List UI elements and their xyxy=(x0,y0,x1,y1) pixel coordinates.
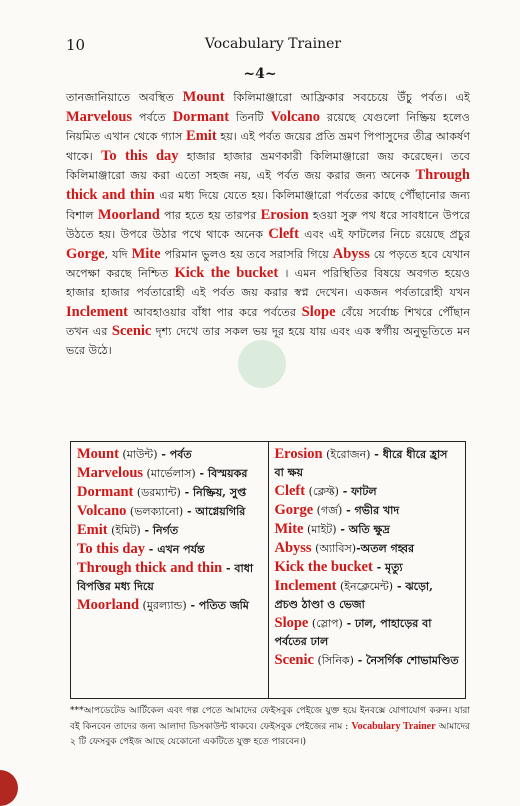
vocabulary-entry xyxy=(77,596,262,615)
vocabulary-word: Scenic xyxy=(274,652,314,668)
vocabulary-word: Cleft xyxy=(274,483,306,499)
keyword: Slope xyxy=(301,303,336,320)
vocabulary-meaning: - অতি ক্ষুদ্র xyxy=(336,523,390,536)
vocabulary-pronunciation: (মাইট) xyxy=(303,523,337,536)
vocabulary-meaning: - বাধা বিপত্তির মধ্য দিয়ে xyxy=(77,562,254,593)
passage-text: হাজার হাজার ভ্রমণকারী কিলিমাঞ্জারো জয় করেছেন। তবে কিলিমাঞ্জারো জয় করা এতো সহজ নয়, এই পর্বত জয় করার জন্য অনেক xyxy=(66,149,471,183)
passage-text: বেঁয়ে সর্বোচ্চ শিখরে পৌঁছান তখন এর xyxy=(66,305,470,339)
vocabulary-word: Mite xyxy=(274,521,304,537)
vocabulary-pronunciation: (গর্জ) xyxy=(313,504,343,517)
page-header xyxy=(66,36,480,56)
vocabulary-meaning: - এখন পর্যন্ত xyxy=(144,543,205,556)
vocabulary-entry xyxy=(275,445,460,482)
passage-text: তিনটি xyxy=(229,110,271,124)
vocabulary-entry xyxy=(77,483,262,502)
keyword: Abyss xyxy=(332,245,370,262)
watermark-logo xyxy=(238,340,286,388)
vocabulary-meaning: - গভীর খাদ xyxy=(342,504,400,517)
vocabulary-word: Gorge xyxy=(274,502,314,518)
vocabulary-meaning: - নৈসর্গিক শোভামণ্ডিত xyxy=(353,654,459,667)
vocabulary-meaning: - নিষ্ক্রিয়, সুপ্ত xyxy=(180,486,247,499)
vocabulary-entry xyxy=(275,614,460,651)
keyword: Marvelous xyxy=(66,108,133,125)
passage-text: , যদি xyxy=(104,247,132,261)
vocabulary-word: Moorland xyxy=(77,597,140,613)
passage-text: হয়। এই পর্বত জয়ের প্রতি ভ্রমণ পিপাসুদের তীব্র আকর্ষণ থাকে। xyxy=(66,130,470,163)
vocabulary-entry xyxy=(275,539,460,558)
vocabulary-entry xyxy=(77,540,262,559)
book-title: Vocabulary Trainer xyxy=(204,36,342,52)
section-number: ~4~ xyxy=(243,66,277,82)
vocabulary-meaning: -অতল গহ্বর xyxy=(356,542,415,555)
keyword: Dormant xyxy=(172,108,230,125)
vocabulary-word: Marvelous xyxy=(77,465,144,481)
vocabulary-word: Erosion xyxy=(274,446,323,462)
vocabulary-word: Through thick and thin xyxy=(77,560,223,576)
keyword: Moorland xyxy=(97,206,160,223)
vocabulary-entry xyxy=(77,445,262,464)
footnote-text: ***আপডেটেড আর্টিকেল এবং গল্প পেতে আমাদের ফেইসবুক পেইজে যুক্ত হয়ে ইনবক্সে যোগাযোগ করুন। যারা বই কিনবেন তাদের জন্য আলাদা ডিসকাউন্ট থাকবে। ফেইসবুক পেইজের নাম : xyxy=(70,706,470,732)
vocabulary-pronunciation: (ডরম্যান্ট) xyxy=(133,486,181,499)
keyword: Kick the bucket xyxy=(174,265,279,282)
vocabulary-entry xyxy=(77,502,262,521)
keyword: Scenic xyxy=(111,323,152,340)
vocabulary-pronunciation: (ইরোজন) xyxy=(322,448,371,461)
passage-text: রয়েছে যেগুলো নিষ্ক্রিয় হলেও নিয়মিত এখান থেকে গ্যাস xyxy=(66,110,470,144)
vocabulary-entry xyxy=(275,482,460,501)
vocabulary-entry xyxy=(275,558,460,577)
footnote-brand: Vocabulary Trainer xyxy=(351,721,436,732)
vocabulary-table xyxy=(70,441,466,699)
keyword: Emit xyxy=(186,128,217,145)
vocabulary-pronunciation: (অ্যাবিস) xyxy=(311,542,357,555)
vocabulary-pronunciation: (সিনিক) xyxy=(313,654,354,667)
vocabulary-entry xyxy=(77,559,262,596)
vocabulary-pronunciation: (মার্ভেলাস) xyxy=(143,467,196,480)
vocabulary-word: Mount xyxy=(77,446,119,462)
vocabulary-pronunciation: (স্লোপ) xyxy=(308,617,343,630)
page-number: 10 xyxy=(66,36,86,54)
vocabulary-pronunciation: (ক্লেফ্ট) xyxy=(305,485,339,498)
vocabulary-meaning: - পতিত জমি xyxy=(186,599,249,612)
vocabulary-meaning: - ঝড়ো, প্রচণ্ড ঠাণ্ডা ও ভেজা xyxy=(274,580,433,611)
vocabulary-entry xyxy=(77,464,262,483)
vocabulary-meaning: - মৃত্যু xyxy=(372,561,403,574)
vocabulary-entry xyxy=(275,501,460,520)
vocabulary-word: Abyss xyxy=(274,540,312,556)
vocabulary-pronunciation: (মাউন্ট) xyxy=(118,448,158,461)
keyword: Mite xyxy=(131,245,161,262)
story-passage xyxy=(66,88,470,360)
vocabulary-word: Inclement xyxy=(274,578,337,594)
passage-text: দৃশ্য দেখে তার সকল ভয় দূর হয়ে যায় এবং এক স্বর্গীয় অনুভূতিতে মন ভরে উঠে। xyxy=(66,325,470,357)
keyword: Cleft xyxy=(268,226,299,243)
keyword: Inclement xyxy=(66,303,129,320)
vocabulary-entry xyxy=(275,520,460,539)
vocabulary-word: Volcano xyxy=(77,503,127,519)
footnote xyxy=(70,704,470,750)
vocabulary-word: Emit xyxy=(77,522,108,538)
keyword: Erosion xyxy=(260,206,309,223)
vocabulary-meaning: - পর্বত xyxy=(157,448,192,461)
keyword: To this day xyxy=(101,147,179,164)
keyword: Through thick and thin xyxy=(66,167,470,203)
vocabulary-meaning: - ফাটল xyxy=(338,485,377,498)
keyword: Volcano xyxy=(270,108,320,125)
passage-text: কিলিমাঞ্জারো আফ্রিকার সবচেয়ে উঁচু পর্বত। এই xyxy=(224,91,470,104)
vocabulary-entry xyxy=(275,651,460,670)
vocabulary-pronunciation: (ইমিট) xyxy=(107,524,141,537)
vocabulary-meaning: - বিস্ময়কর xyxy=(195,467,248,480)
vocabulary-entry xyxy=(77,521,262,540)
vocabulary-word: To this day xyxy=(77,541,145,557)
vocabulary-meaning: - আগ্নেয়গিরি xyxy=(183,505,246,518)
passage-text: পার হতে হয় তারপর xyxy=(159,208,261,222)
vocabulary-meaning: - ঢাল, পাহাড়ের বা পর্বতের ঢাল xyxy=(274,617,432,648)
passage-text: য়ে পড়তে হবে যেখান অপেক্ষা করছে নিশ্চিত xyxy=(66,247,470,281)
vocabulary-meaning: - নির্গত xyxy=(140,524,179,537)
page-corner-mark xyxy=(0,770,18,806)
passage-text: তানজানিয়াতে অবস্থিত xyxy=(66,91,183,104)
passage-text: হওয়া সুরু পথ ধরে সাবধানে উপরে উঠতে হয়। উপরে উঠার পথে থাকে অনেক xyxy=(66,208,470,242)
passage-text: এর মধ্য দিয়ে যেতে হয়। কিলিমাঞ্জারো পর্বতের কাছে পৌঁছানোর জন্য বিশাল xyxy=(66,188,470,222)
passage-text: এবং এই ফাটলের নিচে রয়েছে প্রচুর xyxy=(298,228,470,242)
vocabulary-word: Kick the bucket xyxy=(274,559,373,575)
vocabulary-meaning: - ধীরে ধীরে হ্রাস বা ক্ষয় xyxy=(274,448,448,479)
passage-text: পরিমান ভুলও হয় তবে সরাসরি গিয়ে xyxy=(160,247,333,261)
keyword: Gorge xyxy=(66,245,105,262)
passage-text: পর্বতে xyxy=(132,110,173,124)
vocabulary-word: Dormant xyxy=(77,484,134,500)
vocabulary-pronunciation: (ইনক্লেমেন্ট) xyxy=(336,580,394,593)
vocabulary-word: Slope xyxy=(274,615,309,631)
vocabulary-pronunciation: (মুরল্যান্ড) xyxy=(139,599,187,612)
passage-text: আবহাওয়ার বাঁধা পার করে পর্বতের xyxy=(128,305,302,319)
vocabulary-column-left xyxy=(71,442,269,698)
passage-text: । এমন পরিস্থিতির বিষয়ে অবগত হয়েও হাজার হাজার পর্বতারোহী এই পর্বত জয় করার স্বপ্ন দেখেন। একজন পর্বতারোহী যখন xyxy=(66,267,471,299)
vocabulary-pronunciation: (ভলক্যানো) xyxy=(126,505,184,518)
vocabulary-entry xyxy=(275,577,460,614)
footnote-tail: আমাদের ২ টি ফেসবুক পেইজ আছে যেকোনো একটিতে যুক্ত হতে পারবেন।) xyxy=(70,722,471,747)
keyword: Mount xyxy=(182,89,225,105)
vocabulary-column-right xyxy=(269,442,466,698)
